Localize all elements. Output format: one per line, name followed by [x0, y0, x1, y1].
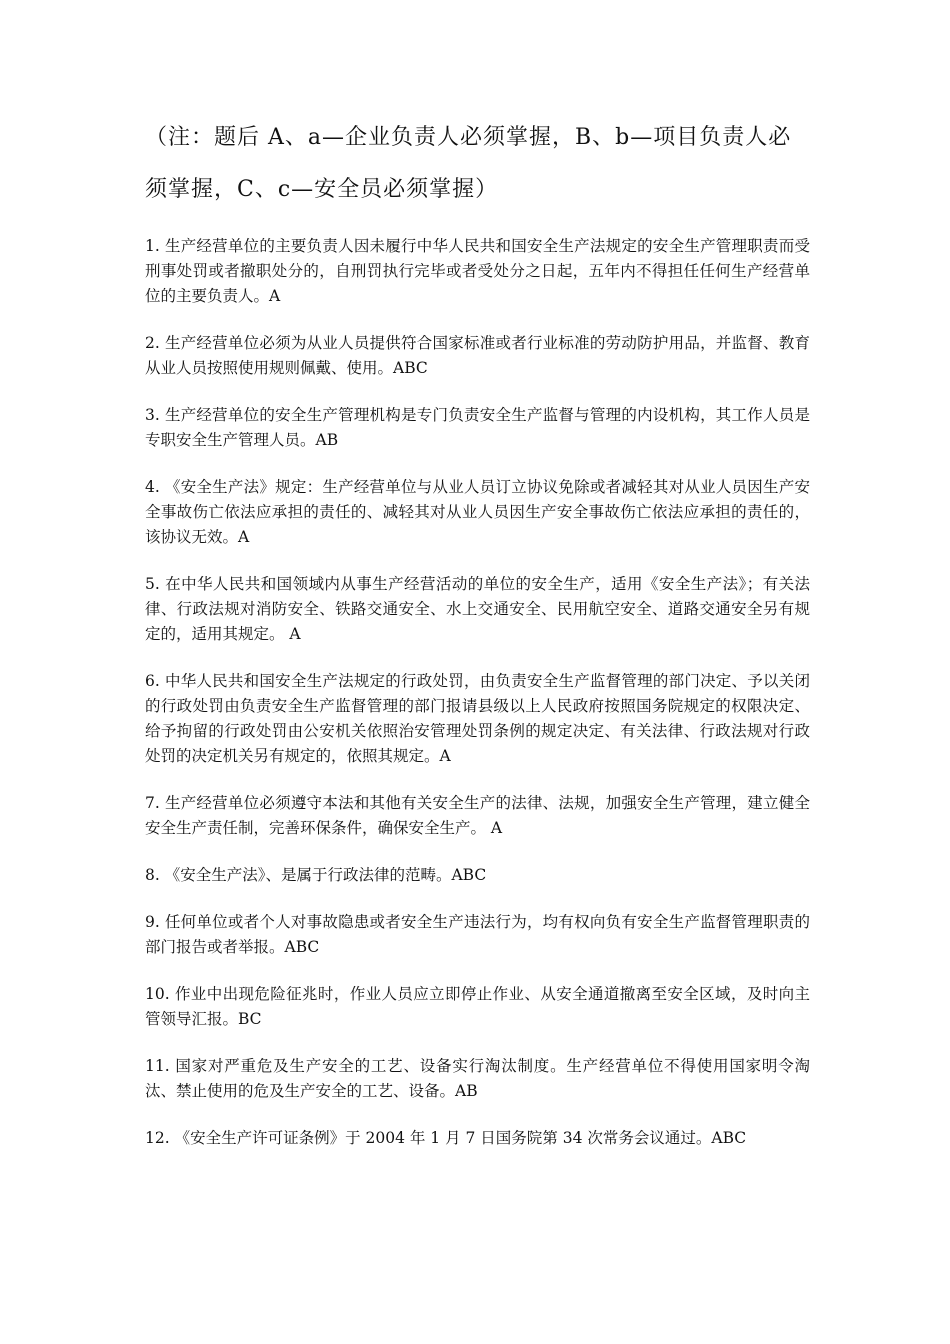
list-item: 1. 生产经营单位的主要负责人因未履行中华人民共和国安全生产法规定的安全生产管理职责而受刑事处罚或者撤职处分的，自刑罚执行完毕或者受处分之日起，五年内不得担任任何生产经营单位的主要负责人。A: [145, 237, 810, 305]
legend-note: （注：题后 A、a—企业负责人必须掌握，B、b—项目负责人必须掌握，C、c—安全员必须掌握）: [145, 125, 792, 202]
list-item: 9. 任何单位或者个人对事故隐患或者安全生产违法行为，均有权向负有安全生产监督管理职责的部门报告或者举报。ABC: [145, 913, 810, 956]
list-item: 7. 生产经营单位必须遵守本法和其他有关安全生产的法律、法规，加强安全生产管理，建立健全安全生产责任制，完善环保条件，确保安全生产。 A: [145, 794, 810, 837]
list-item: 6. 中华人民共和国安全生产法规定的行政处罚，由负责安全生产监督管理的部门决定、予以关闭的行政处罚由负责安全生产监督管理的部门报请县级以上人民政府按照国务院规定的权限决定、给予拘留的行政处罚由公安机关依照治安管理处罚条例的规定决定、有关法律、行政法规对行政处罚的决定机关另有规定的，依照其规定。A: [145, 672, 810, 765]
question-list: [145, 234, 810, 1173]
list-item: 12. 《安全生产许可证条例》于 2004 年 1 月 7 日国务院第 34 次常务会议通过。ABC: [145, 1129, 747, 1147]
list-item: 5. 在中华人民共和国领域内从事生产经营活动的单位的安全生产，适用《安全生产法》；有关法律、行政法规对消防安全、铁路交通安全、水上交通安全、民用航空安全、道路交通安全另有规定的，适用其规定。 A: [145, 575, 810, 643]
list-item: 10. 作业中出现危险征兆时，作业人员应立即停止作业、从安全通道撤离至安全区域，及时向主管领导汇报。BC: [145, 985, 810, 1028]
list-item: 8. 《安全生产法》、是属于行政法律的范畴。ABC: [145, 866, 487, 884]
list-item: 2. 生产经营单位必须为从业人员提供符合国家标准或者行业标准的劳动防护用品，并监督、教育从业人员按照使用规则佩戴、使用。ABC: [145, 334, 810, 377]
list-item: 11. 国家对严重危及生产安全的工艺、设备实行淘汰制度。生产经营单位不得使用国家明令淘汰、禁止使用的危及生产安全的工艺、设备。AB: [145, 1057, 810, 1100]
list-item: 4. 《安全生产法》规定：生产经营单位与从业人员订立协议免除或者减轻其对从业人员因生产安全事故伤亡依法应承担的责任的、减轻其对从业人员因生产安全事故伤亡依法应承担的责任的，该协议无效。A: [145, 478, 810, 546]
list-item: 3. 生产经营单位的安全生产管理机构是专门负责安全生产监督与管理的内设机构，其工作人员是专职安全生产管理人员。AB: [145, 406, 810, 449]
